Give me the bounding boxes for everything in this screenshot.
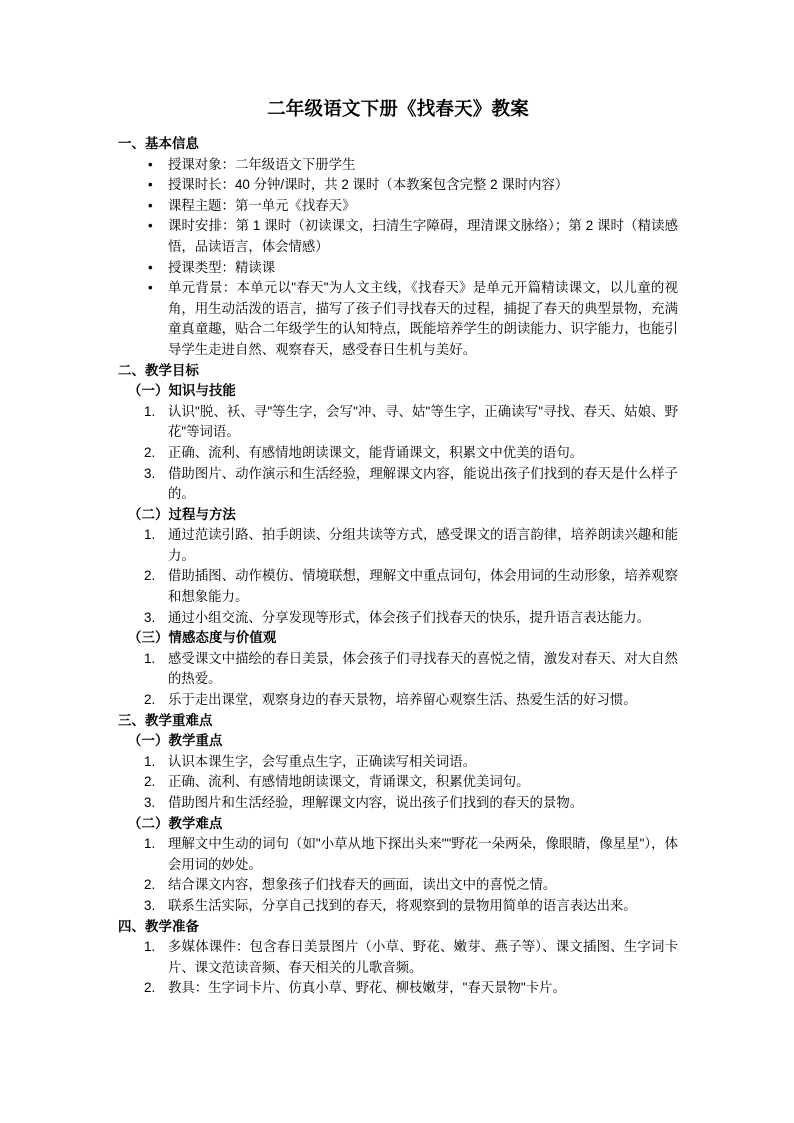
knowledge-skills-list xyxy=(118,402,678,505)
subsection-heading-process-methods: （二）过程与方法 xyxy=(128,506,236,522)
list-item: • 授课类型：精读课 xyxy=(118,258,678,279)
subsection-heading-key-points: （一）教学重点 xyxy=(128,733,223,749)
list-item: 通过范读引路、拍手朗读、分组共读等方式，感受课文的语言韵律，培养朗读兴趣和能力。 xyxy=(168,527,678,563)
section-basic-info xyxy=(118,134,678,361)
list-item: 结合课文内容，想象孩子们找春天的画面，读出文中的喜悦之情。 xyxy=(168,877,557,893)
list-item: 通过小组交流、分享发现等形式，体会孩子们找春天的快乐，提升语言表达能力。 xyxy=(168,609,651,625)
list-item: • 授课对象：二年级语文下册学生 xyxy=(118,155,678,176)
list-item: • 课程主题：第一单元《找春天》 xyxy=(118,196,678,217)
list-item: • 单元背景：本单元以"春天"为人文主线，《找春天》是单元开篇精读课文，以儿童的视角，用生动活泼的语言，描写了孩子们寻找春天的过程，捕捉了春天的典型景物，充满童真童趣，贴合二年级学生的认知特点，既能培养学生的朗读能力、识字能力，也能引导学生走进自然、观察春天，感受春日生机与美好。 xyxy=(118,278,678,360)
section-heading: 二、教学目标 xyxy=(118,362,199,378)
list-item: 正确、流利、有感情地朗读课文，能背诵课文，积累文中优美的语句。 xyxy=(168,444,584,460)
list-item: 乐于走出课堂，观察身边的春天景物，培养留心观察生活、热爱生活的好习惯。 xyxy=(168,692,637,708)
section-key-difficult-points xyxy=(118,711,678,917)
list-item: 借助图片和生活经验，理解课文内容，说出孩子们找到的春天的景物。 xyxy=(168,795,584,810)
list-item: 多媒体课件：包含春日美景图片（小草、野花、嫩芽、燕子等）、课文插图、生字词卡片、课文范读音频、春天相关的儿歌音频。 xyxy=(168,939,678,975)
subsection-heading-knowledge-skills: （一）知识与技能 xyxy=(128,383,236,399)
list-item: 感受课文中描绘的春日美景，体会孩子们寻找春天的喜悦之情，激发对春天、对大自然的热爱。 xyxy=(168,650,678,687)
section-heading: 一、基本信息 xyxy=(118,136,199,151)
difficult-points-list xyxy=(118,834,678,916)
teaching-preparation-list xyxy=(118,937,678,999)
list-item: • 课时安排：第 1 课时（初读课文，扫清生字障碍，理清课文脉络）；第 2 课时（精读感悟，品读语言，体会情感） xyxy=(118,216,678,257)
list-item: 理解文中生动的词句（如"小草从地下探出头来""野花一朵两朵，像眼睛，像星星"），体会用词的妙处。 xyxy=(168,836,678,872)
list-item: 正确、流利、有感情地朗读课文，背诵课文，积累优美词句。 xyxy=(168,774,530,790)
section-teaching-preparation xyxy=(118,917,678,999)
list-item: 借助插图、动作模仿、情境联想，理解文中重点词句，体会用词的生动形象，培养观察和想象能力。 xyxy=(168,568,678,605)
section-heading: 三、教学重难点 xyxy=(118,712,213,728)
section-teaching-objectives xyxy=(118,361,678,711)
process-methods-list xyxy=(118,525,678,628)
list-item: 借助图片、动作演示和生活经验，理解课文内容，能说出孩子们找到的春天是什么样子的。 xyxy=(168,465,678,502)
subsection-heading-difficult-points: （二）教学难点 xyxy=(128,815,223,831)
list-item: • 授课时长：40 分钟/课时，共 2 课时（本教案包含完整 2 课时内容） xyxy=(118,175,678,196)
list-item: 教具：生字词卡片、仿真小草、野花、柳枝嫩芽，"春天景物"卡片。 xyxy=(168,980,566,996)
list-item: 认识本课生字，会写重点生字，正确读写相关词语。 xyxy=(168,753,476,769)
section-heading: 四、教学准备 xyxy=(118,918,199,934)
subsection-heading-emotion-values: （三）情感态度与价值观 xyxy=(128,630,277,646)
document-body xyxy=(118,96,678,999)
list-item: 认识"脱、袄、寻"等生字，会写"冲、寻、姑"等生字，正确读写"寻找、春天、姑娘、野花"等词语。 xyxy=(168,403,678,440)
key-points-list xyxy=(118,752,678,814)
basic-info-list xyxy=(118,155,678,361)
list-item: 联系生活实际，分享自己找到的春天，将观察到的景物用简单的语言表达出来。 xyxy=(168,897,637,913)
page-title: 二年级语文下册《找春天》教案 xyxy=(267,98,529,119)
emotion-values-list xyxy=(118,649,678,711)
